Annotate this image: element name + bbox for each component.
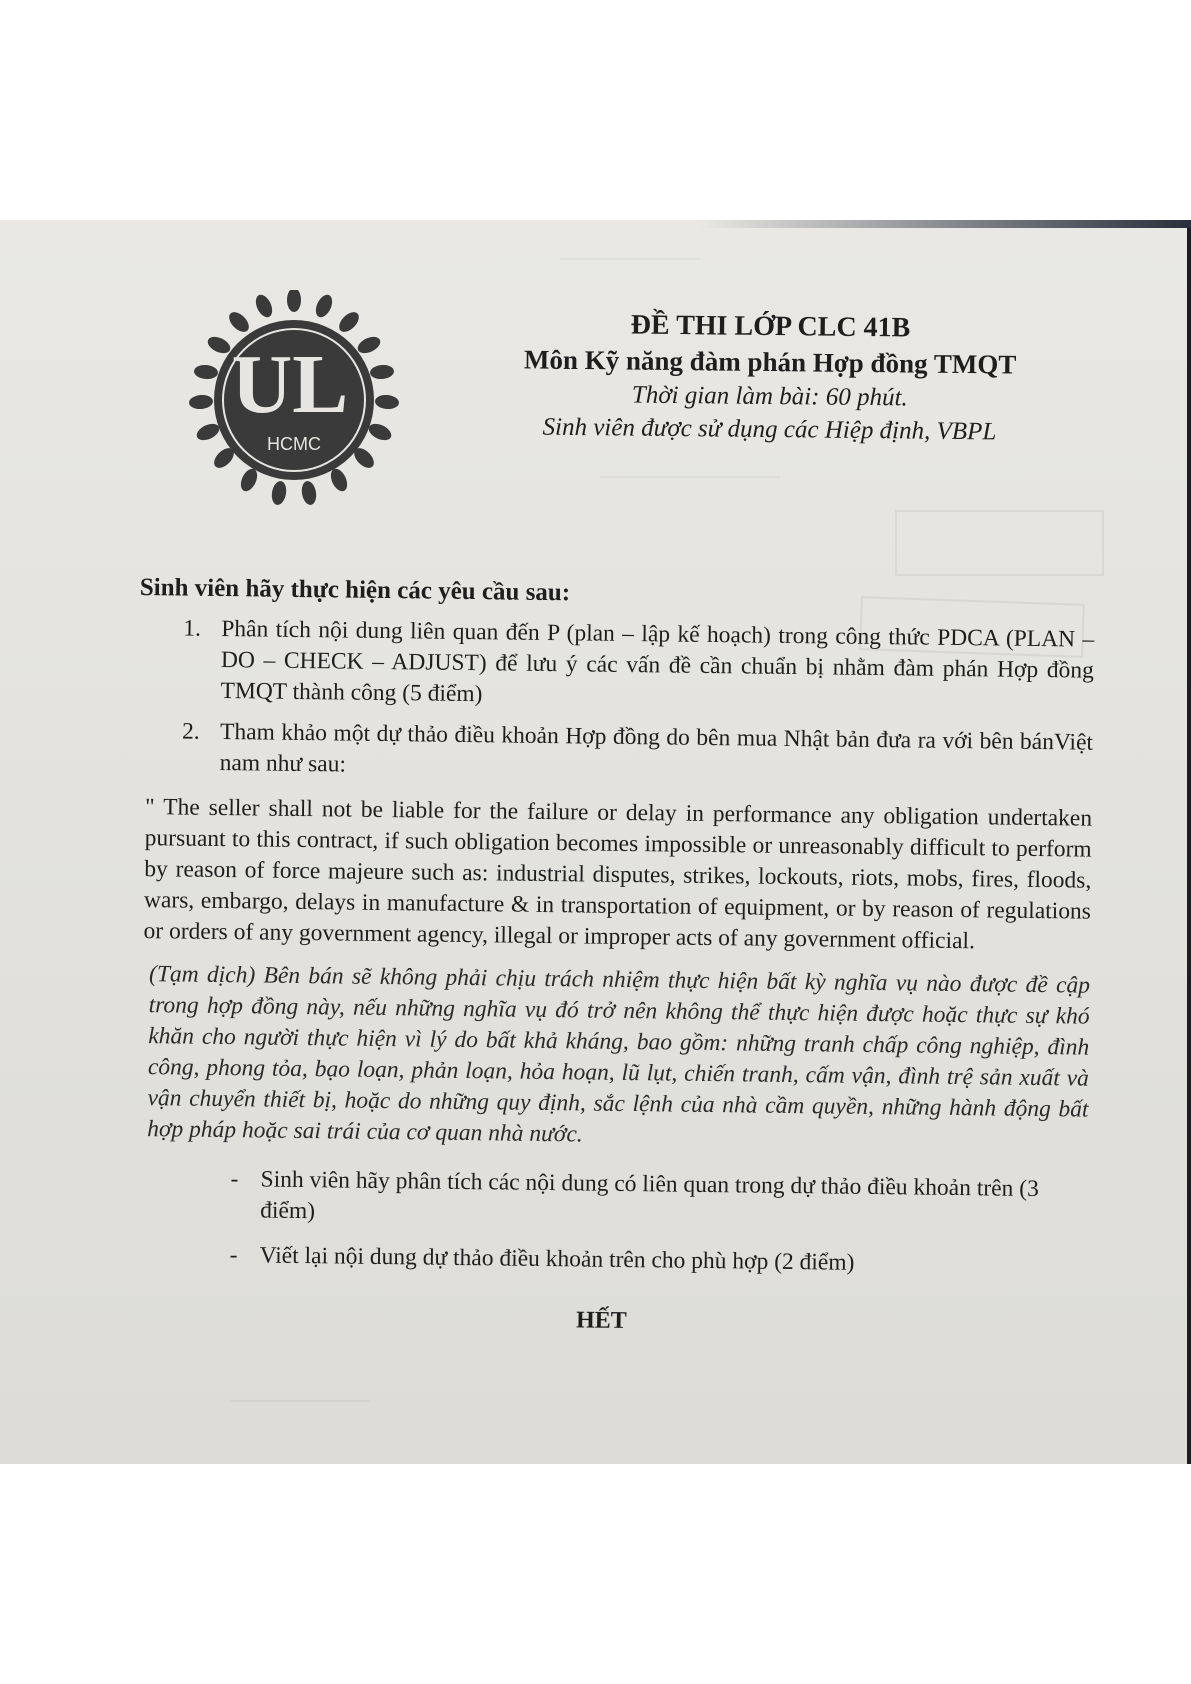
question-text: Phân tích nội dung liên quan đến P (plan – lập kế hoạch) trong công thức PDCA (PLAN – DO – CHECK – ADJUST) để lưu ý các vấn đề cần chuẩn bị nhằm đàm phán Hợp đồng TMQT thành công (5 điểm) (220, 615, 1095, 708)
exam-body (131, 572, 1095, 1343)
instructions-heading: Sinh viên hãy thực hiện các yêu cầu sau: (139, 573, 571, 607)
question-item (138, 613, 1094, 718)
exam-header (479, 307, 1060, 449)
bleed-line (600, 476, 780, 478)
exam-time: Thời gian làm bài: 60 phút. (631, 381, 908, 412)
question-text: Tham khảo một dự thảo điều khoản Hợp đồng do bên mua Nhật bản đưa ra với bên bánViệt nam như sau: (219, 718, 1094, 778)
university-logo (184, 290, 404, 510)
sub-question-text: Sinh viên hãy phân tích các nội dung có liên quan trong dự thảo điều khoản trên (3 điểm) (260, 1166, 1039, 1225)
question-item (137, 716, 1093, 790)
sub-question-dash: - (230, 1166, 239, 1193)
bleed-through-box (895, 510, 1104, 576)
sub-question (132, 1163, 1088, 1237)
exam-subject: Môn Kỹ năng đàm phán Hợp đồng TMQT (523, 344, 1017, 380)
sub-question (131, 1239, 1086, 1282)
sub-question-dash: - (229, 1242, 238, 1269)
logo-city: HCMC (267, 434, 321, 454)
exam-title: ĐỀ THI LỚP CLC 41B (630, 309, 911, 344)
contract-clause-translation: (Tạm dịch) Bên bán sẽ không phải chịu trách nhiệm thực hiện bất kỳ nghĩa vụ nào được đề cập trong hợp đồng này, nếu những nghĩa vụ đó trở nên không thể thực hiện được hoặc thực sự khó khăn cho người thực hiện vì lý do bất khả kháng, bao gồm: những tranh chấp công nghiệp, đình công, phong tỏa, bạo loạn, phản loạn, hỏa hoạn, lũ lụt, chiến tranh, cấm vận, đình trệ sản xuất và vận chuyển thiết bị, hoặc do những quy định, sắc lệnh của nhà cầm quyền, những hành động bất hợp pháp hoặc sai trái của cơ quan nhà nước. (147, 961, 1091, 1148)
bleed-line (560, 258, 700, 260)
logo-monogram: UL (231, 338, 349, 431)
exam-allowed-materials: Sinh viên được sử dụng các Hiệp định, VBPL (542, 413, 997, 446)
end-marker: HẾT (575, 1307, 627, 1335)
photo-top-edge (700, 220, 1191, 228)
photo-edge (1187, 220, 1191, 1464)
contract-clause-english: " The seller shall not be liable for the failure or delay in performance any obligation undertaken pursuant to this contract, if such obligation becomes impossible or unreasonably difficult to perform by reason of force majeure such as: industrial disputes, strikes, lockouts, riots, mobs, fires, floods, wars, embargo, delays in manufacture & in transportation of equipment, or by reason of regulations or orders of any government agency, illegal or improper acts of any government official. (143, 794, 1093, 955)
bleed-line (230, 1400, 370, 1402)
question-number: 1. (183, 615, 202, 642)
question-number: 2. (181, 718, 200, 745)
sub-question-text: Viết lại nội dung dự thảo điều khoản trên cho phù hợp (2 điểm) (259, 1242, 855, 1276)
